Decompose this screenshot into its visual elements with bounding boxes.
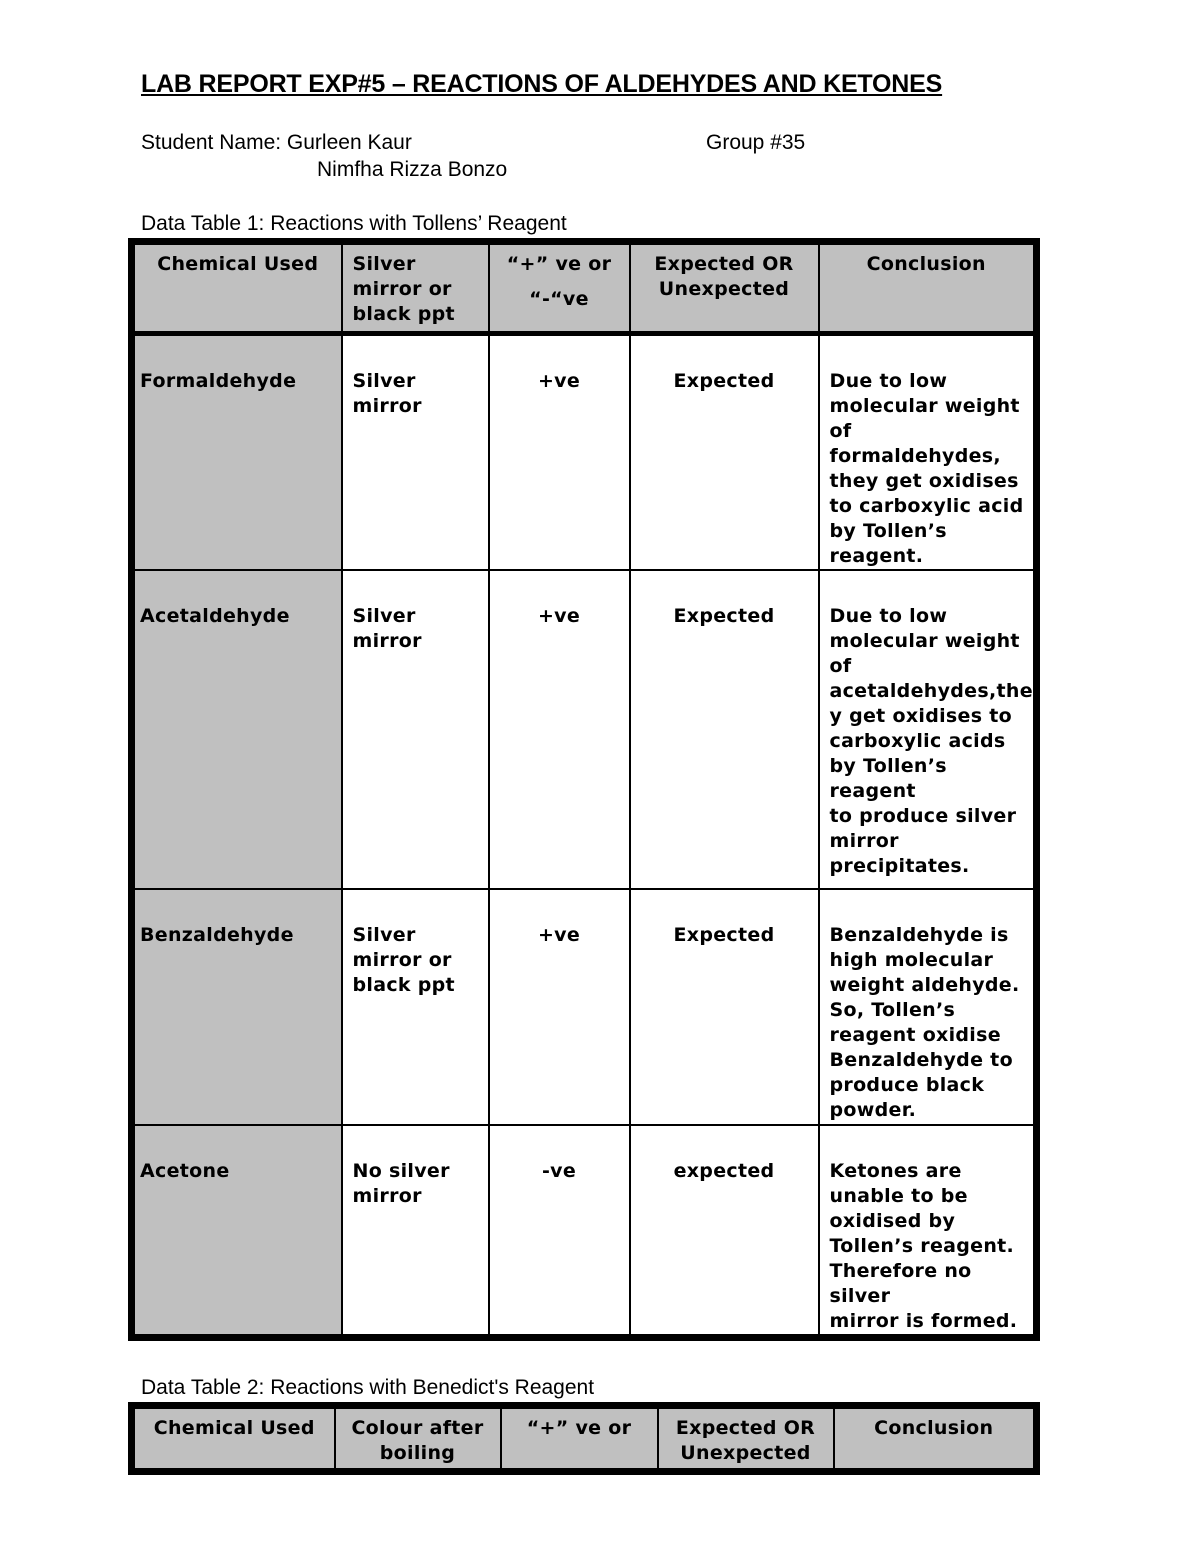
table2-caption: Data Table 2: Reactions with Benedict's Reagent — [141, 1376, 595, 1399]
cell-observation: Silver mirror — [342, 570, 489, 889]
header-conclusion: Conclusion — [819, 242, 1037, 334]
table-row — [132, 889, 1037, 1125]
cell-expected: Expected — [630, 570, 819, 889]
header-colour-after-boiling: Colour after boiling — [335, 1406, 501, 1472]
header-conclusion: Conclusion — [834, 1406, 1037, 1472]
header-chemical-used: Chemical Used — [132, 1406, 335, 1472]
cell-expected: expected — [630, 1125, 819, 1338]
report-title: LAB REPORT EXP#5 – REACTIONS OF ALDEHYDES AND KETONES — [141, 70, 943, 98]
cell-chemical: Acetaldehyde — [132, 570, 342, 889]
table-row — [132, 1125, 1037, 1338]
cell-expected: Expected — [630, 889, 819, 1125]
cell-conclusion: Benzaldehyde is high molecular weight aldehyde. So, Tollen’s reagent oxidise Benzaldehyde to produce black powder. — [819, 889, 1037, 1125]
cell-conclusion: Ketones are unable to be oxidised by Tollen’s reagent. Therefore no silver mirror is formed. — [819, 1125, 1037, 1338]
cell-expected: Expected — [630, 334, 819, 571]
table-row — [132, 570, 1037, 889]
cell-observation: Silver mirror or black ppt — [342, 889, 489, 1125]
table1-caption: Data Table 1: Reactions with Tollens’ Reagent — [141, 212, 567, 235]
cell-sign: +ve — [489, 889, 630, 1125]
group-number: Group #35 — [706, 131, 806, 154]
student-name-second: Nimfha Rizza Bonzo — [317, 158, 508, 181]
header-expected: Expected OR Unexpected — [630, 242, 819, 334]
cell-chemical: Formaldehyde — [132, 334, 342, 571]
header-chemical-used: Chemical Used — [132, 242, 342, 334]
cell-conclusion: Due to low molecular weight of formaldehydes, they get oxidises to carboxylic acid by Tollen’s reagent. — [819, 334, 1037, 571]
tollens-data-table — [128, 238, 1040, 1341]
header-sign: “+” ve or “-“ve — [489, 242, 630, 334]
table-header-row — [132, 242, 1037, 334]
cell-sign: -ve — [489, 1125, 630, 1338]
benedicts-data-table — [128, 1402, 1040, 1475]
student-name-label: Student Name: Gurleen Kaur — [141, 131, 412, 154]
header-observation: Silver mirror or black ppt — [342, 242, 489, 334]
cell-sign: +ve — [489, 570, 630, 889]
cell-chemical: Benzaldehyde — [132, 889, 342, 1125]
header-sign: “+” ve or — [501, 1406, 658, 1472]
cell-sign: +ve — [489, 334, 630, 571]
cell-observation: Silver mirror — [342, 334, 489, 571]
header-expected: Expected OR Unexpected — [658, 1406, 834, 1472]
cell-chemical: Acetone — [132, 1125, 342, 1338]
table-row — [132, 334, 1037, 571]
cell-conclusion: Due to low molecular weight of acetaldehydes,the y get oxidises to carboxylic acids by Tollen’s reagent to produce silver mirror precipitates. — [819, 570, 1037, 889]
cell-observation: No silver mirror — [342, 1125, 489, 1338]
table-header-row — [132, 1406, 1037, 1472]
